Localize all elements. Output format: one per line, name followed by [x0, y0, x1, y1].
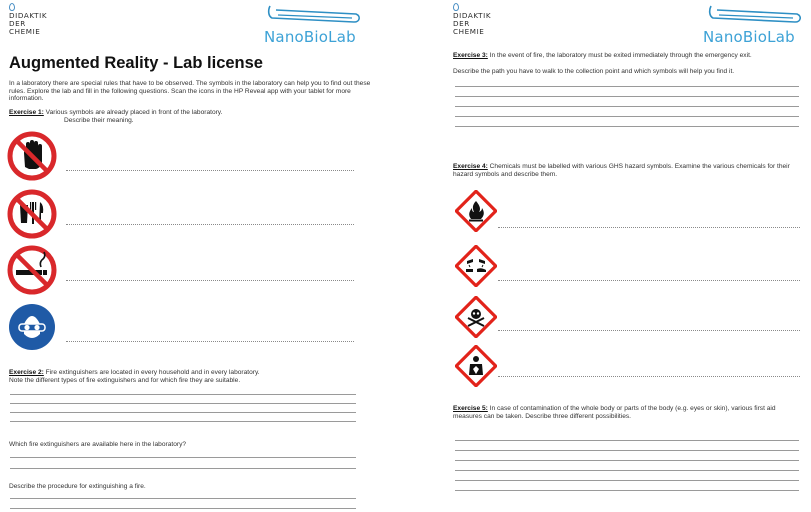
ghs-flammable-icon: [455, 190, 497, 232]
didaktik-logo-line2: DER: [9, 19, 26, 28]
answer-line: [498, 280, 800, 281]
answer-line: [10, 508, 356, 509]
exercise-3-text: In the event of fire, the laboratory must be exited immediately through the emergency exit.: [489, 52, 752, 59]
answer-line: [10, 403, 356, 404]
exercise-1-subtext: Describe their meaning.: [64, 117, 134, 124]
answer-line: [455, 96, 799, 97]
drop-icon: [9, 3, 15, 11]
exercise-2-subtext: Note the different types of fire extinguishers and for which fire they are suitable.: [9, 377, 241, 384]
exercise-4-text: Chemicals must be labelled with various GHS hazard symbols. Examine the various chemicals for their hazard symbols and describe them.: [453, 163, 790, 178]
exercise-2: [9, 369, 389, 377]
answer-line: [498, 227, 800, 228]
intro-text: In a laboratory there are special rules that have to be observed. The symbols in the laboratory can help you to find out these rules. Explore the lab and fill in the following questions. Scan the icons in the HP Reveal app with your tablet for more information.: [9, 80, 371, 103]
didaktik-logo-line1: DIDAKTIK: [453, 11, 492, 20]
answer-line: [455, 116, 799, 117]
test-tube-icon: [707, 4, 803, 28]
eye-protection-sign-icon: [7, 302, 57, 352]
exercise-3-label: Exercise 3:: [453, 52, 488, 59]
answer-line: [66, 224, 354, 225]
no-touching-sign-icon: [7, 131, 57, 181]
question-extinguishers-available: Which fire extinguishers are available here in the laboratory?: [9, 441, 187, 448]
answer-line: [10, 498, 356, 499]
answer-line: [10, 394, 356, 395]
answer-line: [498, 376, 800, 377]
didaktik-logo-line2: DER: [453, 19, 470, 28]
drop-icon: [453, 3, 459, 11]
no-smoking-sign-icon: [7, 245, 57, 295]
ghs-corrosive-icon: [455, 245, 497, 287]
exercise-1-text: Various symbols are already placed in front of the laboratory.: [45, 109, 223, 116]
answer-line: [455, 126, 799, 127]
answer-line: [66, 280, 354, 281]
exercise-2-text: Fire extinguishers are located in every household and in every laboratory.: [45, 369, 260, 376]
didaktik-logo-line3: CHEMIE: [453, 27, 485, 36]
exercise-1-label: Exercise 1:: [9, 109, 44, 116]
answer-line: [455, 480, 799, 481]
answer-line: [66, 341, 354, 342]
answer-line: [455, 460, 799, 461]
nanobiolab-logo-text: NanoBioLab: [703, 28, 795, 46]
answer-line: [455, 440, 799, 441]
exercise-3: [453, 52, 798, 60]
answer-line: [10, 421, 356, 422]
nanobiolab-logo-text: NanoBioLab: [264, 28, 356, 46]
nanobiolab-logo: [703, 4, 807, 48]
answer-line: [455, 490, 799, 491]
ghs-health-hazard-icon: [455, 345, 497, 387]
answer-line: [498, 330, 800, 331]
exercise-3-subtext: Describe the path you have to walk to the collection point and which symbols will help you find it.: [453, 68, 735, 75]
answer-line: [455, 86, 799, 87]
answer-line: [455, 470, 799, 471]
exercise-4-label: Exercise 4:: [453, 163, 488, 170]
exercise-5: [453, 405, 803, 420]
exercise-5-text: In case of contamination of the whole body or parts of the body (e.g. eyes or skin), various first aid measures can be taken. Describe three different possibilities.: [453, 405, 776, 420]
test-tube-icon: [266, 4, 362, 28]
answer-line: [10, 468, 356, 469]
ghs-toxic-icon: [455, 296, 497, 338]
answer-line: [455, 106, 799, 107]
answer-line: [10, 457, 356, 458]
left-page: [0, 0, 405, 512]
page-title: Augmented Reality - Lab license: [9, 54, 263, 72]
answer-line: [66, 170, 354, 171]
exercise-4: [453, 163, 799, 178]
exercise-1: [9, 109, 379, 117]
answer-line: [455, 450, 799, 451]
right-page: [405, 0, 811, 512]
answer-line: [10, 412, 356, 413]
exercise-5-label: Exercise 5:: [453, 405, 488, 412]
no-eating-drinking-sign-icon: [7, 189, 57, 239]
didaktik-logo-line3: CHEMIE: [9, 27, 41, 36]
didaktik-logo-line1: DIDAKTIK: [9, 11, 48, 20]
question-extinguishing-procedure: Describe the procedure for extinguishing a fire.: [9, 483, 146, 490]
exercise-2-label: Exercise 2:: [9, 369, 44, 376]
nanobiolab-logo: [264, 4, 364, 48]
